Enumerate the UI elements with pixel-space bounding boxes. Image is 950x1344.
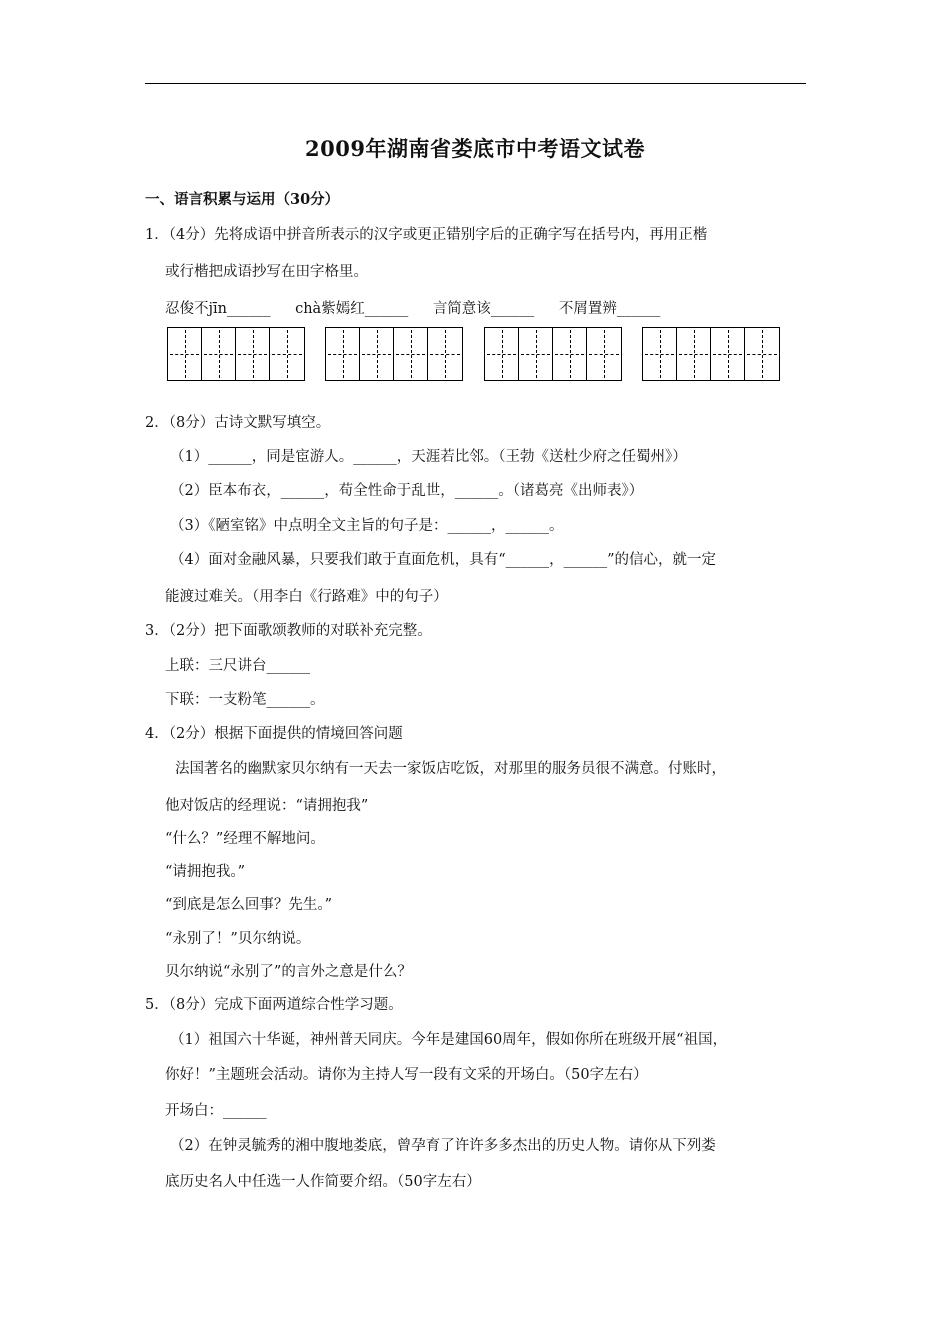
q1-line2: 或行楷把成语抄写在田字格里。 [165,264,368,280]
q1-item: 忍俊不jīn______ [165,301,271,317]
q4-story-line2: 他对饭店的经理说：“请拥抱我” [165,798,369,814]
tianzige-grid-4[interactable] [642,327,780,381]
q2-part4-line2: 能渡过难关。（用李白《行路难》中的句子） [165,589,448,605]
q4-story-line4: “请拥抱我。” [165,864,246,880]
q3-upper-couplet: 上联：三尺讲台______ [165,658,310,674]
q3-heading: 3．（2分）把下面歌颂教师的对联补充完整。 [145,623,432,639]
grid-cell[interactable] [202,328,236,380]
q4-story-line3: “什么？”经理不解地问。 [165,831,325,847]
top-rule [145,83,806,84]
q4-story-line1: 法国著名的幽默家贝尔纳有一天去一家饭店吃饭，对那里的服务员很不满意。付账时， [175,761,726,777]
q5-part1-line1: （1）祖国六十华诞，神州普天同庆。今年是建国60周年，假如你所在班级开展“祖国， [170,1032,728,1048]
grid-cell[interactable] [168,328,202,380]
grid-cell[interactable] [485,328,519,380]
grid-cell[interactable] [428,328,462,380]
page-title: 2009年湖南省娄底市中考语文试卷 [305,136,645,161]
tianzige-grid-2[interactable] [325,327,463,381]
grid-cell[interactable] [677,328,711,380]
grid-cell[interactable] [360,328,394,380]
q5-opening-label: 开场白：______ [165,1103,267,1119]
q2-part4-line1: （4）面对金融风暴，只要我们敢于直面危机，具有“______，______”的信心，就一定 [170,552,717,568]
grid-cell[interactable] [519,328,553,380]
q2-part1: （1）______，同是宦游人。______，天涯若比邻。（王勃《送杜少府之任蜀州》） [170,449,687,465]
grid-cell[interactable] [236,328,270,380]
q3-lower-couplet: 下联：一支粉笔______。 [165,692,325,708]
grid-cell[interactable] [643,328,677,380]
q4-question: 贝尔纳说“永别了”的言外之意是什么？ [165,964,412,980]
q4-story-line5: “到底是怎么回事？先生。” [165,897,333,913]
grid-cell[interactable] [394,328,428,380]
grid-cell[interactable] [711,328,745,380]
q4-story-line6: “永别了！”贝尔纳说。 [165,931,311,947]
grid-cell[interactable] [587,328,621,380]
tianzige-grid-1[interactable] [167,327,305,381]
q2-heading: 2．（8分）古诗文默写填空。 [145,415,331,431]
q5-part1-line2: 你好！”主题班会活动。请你为主持人写一段有文采的开场白。（50字左右） [165,1067,648,1083]
q2-part2: （2）臣本布衣，______，苟全性命于乱世，______。（诸葛亮《出师表》） [170,483,644,499]
grid-cell[interactable] [553,328,587,380]
grid-cell[interactable] [326,328,360,380]
section-heading: 一、语言积累与运用（30分） [145,191,340,208]
grid-cell[interactable] [745,328,779,380]
q5-part2-line1: （2）在钟灵毓秀的湘中腹地娄底，曾孕育了许许多多杰出的历史人物。请你从下列娄 [170,1138,716,1154]
q2-part3: （3）《陋室铭》中点明全文主旨的句子是：______，______。 [170,518,564,534]
q1-items [165,297,680,318]
q1-item: 不屑置辨______ [558,301,661,317]
q4-heading: 4．（2分）根据下面提供的情境回答问题 [145,726,403,742]
q1-item: 言简意该______ [432,301,535,317]
q5-heading: 5．（8分）完成下面两道综合性学习题。 [145,997,403,1013]
q1-line1: 1．（4分）先将成语中拼音所表示的汉字或更正错别字后的正确字写在括号内，再用正楷 [145,227,708,243]
tianzige-grid-3[interactable] [484,327,622,381]
grid-cell[interactable] [270,328,304,380]
q1-item: chà紫嫣红______ [295,301,409,317]
q5-part2-line2: 底历史名人中任选一人作简要介绍。（50字左右） [165,1174,481,1190]
